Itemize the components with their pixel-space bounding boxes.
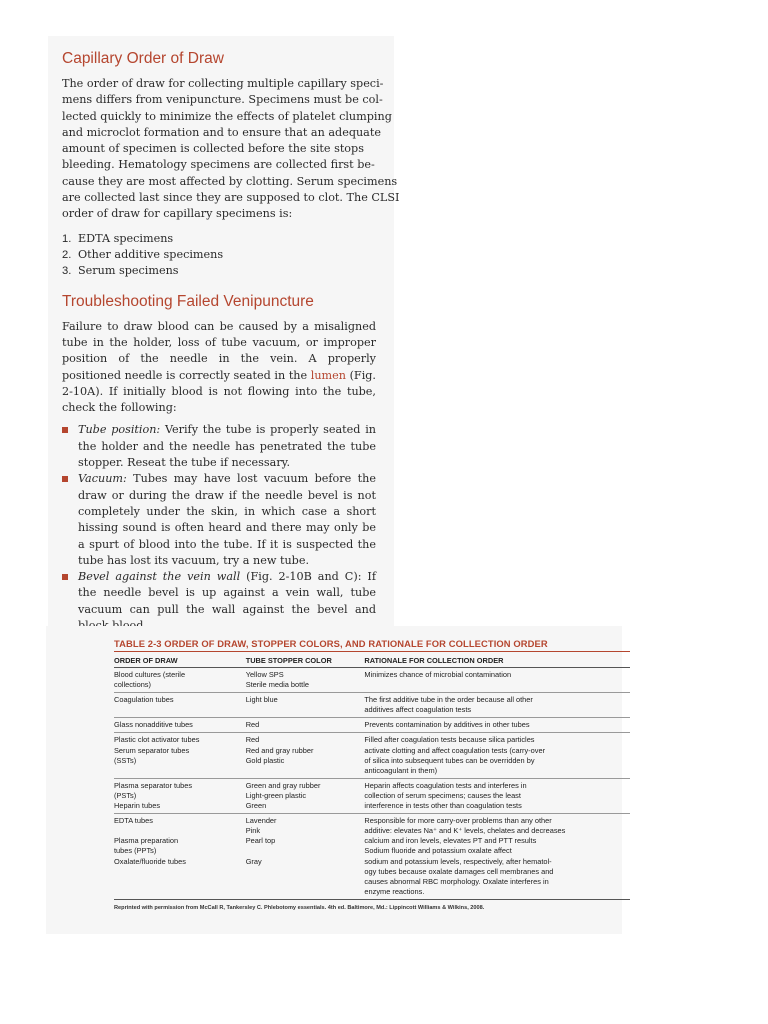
square-bullet-icon xyxy=(62,427,68,433)
cell-line: Pearl top xyxy=(245,836,276,846)
list-number: 1. xyxy=(62,232,72,245)
bullet-item xyxy=(62,569,376,634)
paragraph-line: bleeding. Hematology specimens are collected first be- xyxy=(62,158,375,172)
heading-troubleshooting: Troubleshooting Failed Venipuncture xyxy=(62,292,314,310)
table-cell xyxy=(114,668,246,693)
table-cell xyxy=(114,814,246,900)
table-cell xyxy=(364,778,630,813)
table-cell xyxy=(364,693,630,718)
cell-line: Plasma separator tubes xyxy=(114,780,193,790)
cell-line: Coagulation tubes xyxy=(114,695,174,705)
cell-line: anticoagulant in them) xyxy=(364,765,438,775)
cell-line: Gold plastic xyxy=(245,755,285,765)
table-row xyxy=(114,693,630,718)
cell-line: Lavender xyxy=(245,816,277,826)
table-row xyxy=(114,814,630,900)
cell-line: Green xyxy=(245,801,267,811)
paragraph-line: are collected last since they are supposed to clot. The CLSI xyxy=(62,191,400,205)
cell-line: Yellow SPS xyxy=(245,670,284,679)
table-cell xyxy=(114,733,246,778)
lumen-link[interactable]: lumen xyxy=(310,368,346,382)
text-column xyxy=(62,40,400,634)
order-of-draw-table xyxy=(114,638,630,911)
bullet-lead: Bevel against the vein wall xyxy=(78,570,241,584)
cell-line: The first additive tube in the order because all other xyxy=(364,695,533,705)
list-text: Serum specimens xyxy=(78,263,179,277)
bullet-text: Tubes may have lost vacuum before the draw or during the draw if the needle bevel is not completely under the skin, in which case a short hissing sound is often heard and there may only be a spurt of blood into the tube. If it is suspected the tube has lost its vacuum, try a new tube. xyxy=(78,472,376,567)
heading-capillary-order: Capillary Order of Draw xyxy=(62,50,224,67)
cell-line: activate clotting and affect coagulation tests (carry-over xyxy=(364,745,546,755)
cell-line: Serum separator tubes xyxy=(114,745,190,755)
list-text: Other additive specimens xyxy=(78,247,224,261)
bullet-text: (Fig. 2-10B and C): If the needle bevel is up against a vein wall, tube vacuum can pull the wall against the bevel and xyxy=(78,570,376,616)
list-number: 2. xyxy=(62,248,72,261)
cell-line: Light-green plastic xyxy=(245,790,307,800)
table-row xyxy=(114,668,630,693)
table-cell xyxy=(246,814,365,900)
paragraph-line: cause they are most affected by clotting. Serum specimens xyxy=(62,174,398,188)
table-header-row xyxy=(114,652,630,668)
bullet-item xyxy=(62,422,376,471)
cell-line: Plasma preparation xyxy=(114,836,179,846)
cell-line: tubes (PPTs) xyxy=(114,846,157,856)
bullet-lead: Vacuum: xyxy=(78,472,127,486)
cell-line: Sodium fluoride and potassium oxalate affect xyxy=(364,846,512,856)
column-header: TUBE STOPPER COLOR xyxy=(246,652,365,668)
column-header: RATIONALE FOR COLLECTION ORDER xyxy=(364,652,630,668)
paragraph-line: order of draw for capillary specimens is: xyxy=(62,207,293,221)
cell-line: Light blue xyxy=(245,695,278,705)
paragraph-line: mens differs from venipuncture. Specimens must be col- xyxy=(62,93,383,107)
cell-line: Red and gray rubber xyxy=(245,745,314,755)
table-cell xyxy=(114,693,246,718)
list-item xyxy=(62,247,376,263)
cell-line: additives affect coagulation tests xyxy=(364,705,472,715)
list-item xyxy=(62,231,376,247)
table-cell xyxy=(246,718,365,733)
bullet-item xyxy=(62,471,376,569)
cell-line: Heparin affects coagulation tests and interferes in xyxy=(364,780,527,790)
cell-line: additive: elevates Na⁺ and K⁺ levels, chelates and decreases xyxy=(364,826,566,836)
cell-line: Responsible for more carry-over problems than any other xyxy=(364,816,552,826)
cell-line: sodium and potassium levels, respectively, after hematol- xyxy=(364,856,552,866)
cell-line: Green and gray rubber xyxy=(245,780,321,790)
intro-text: Failure to draw blood can be caused by a misaligned tube in the holder, loss of tube vacuum, or improper position of the needle in the vein. A properly positioned needle is correctly seated in the xyxy=(62,319,376,382)
cell-line: interference in tests other than coagulation tests xyxy=(364,801,522,811)
table-cell xyxy=(114,778,246,813)
cell-line: enzyme reactions. xyxy=(364,886,425,896)
table-row xyxy=(114,733,630,778)
cell-line: (PSTs) xyxy=(114,790,137,800)
cell-line: Filled after coagulation tests because silica particles xyxy=(364,735,535,745)
cell-line: ogy tubes because oxalate damages cell membranes and xyxy=(364,866,554,876)
cell-line: Heparin tubes xyxy=(114,801,161,811)
table-cell xyxy=(364,718,630,733)
paragraph-line: lected quickly to minimize the effects of platelet clumping xyxy=(62,109,392,123)
cell-line: causes abnormal RBC morphology. Oxalate interferes in xyxy=(364,876,549,886)
table-row xyxy=(114,718,630,733)
cell-line: (SSTs) xyxy=(114,755,137,765)
table-cell xyxy=(114,718,246,733)
table-cell xyxy=(364,668,630,693)
list-number: 3. xyxy=(62,264,72,277)
table-row xyxy=(114,778,630,813)
capillary-order-list xyxy=(62,231,376,279)
paragraph-line: and microclot formation and to ensure that an adequate xyxy=(62,125,381,139)
intro-text-cont: (Fig. 2-10A). If initially blood is not flowing into the tube, check the following: xyxy=(62,368,376,415)
cell-line: Prevents contamination by additives in other tubes xyxy=(364,720,530,730)
cell-line: Glass nonadditive tubes xyxy=(114,720,193,730)
cell-line: of silica into subsequent tubes can be overridden by xyxy=(364,755,535,765)
bullet-text: Verify the tube is properly seated in the holder and the needle has penetrated the tube stopper. Reseat the tube if necessary. xyxy=(78,423,376,470)
capillary-paragraph xyxy=(62,76,400,223)
cell-line: Red xyxy=(245,720,260,730)
cell-line: collections) xyxy=(114,680,151,690)
table-credit: Reprinted with permission from McCall R, Tankersley C. Phlebotomy essentials. 4th ed. Baltimore, Md.: Lippincott Williams & Wilkins, 2008. xyxy=(114,904,485,911)
column-header: ORDER OF DRAW xyxy=(114,652,246,668)
cell-line: Pink xyxy=(245,826,261,836)
cell-line: Plastic clot activator tubes xyxy=(114,735,200,745)
list-text: EDTA specimens xyxy=(78,231,174,245)
table-cell xyxy=(364,733,630,778)
cell-line: Blood cultures (sterile xyxy=(114,670,186,679)
square-bullet-icon xyxy=(62,574,68,580)
troubleshooting-paragraph xyxy=(62,319,376,417)
cell-line: Sterile media bottle xyxy=(245,680,309,690)
table-cell xyxy=(246,778,365,813)
bullet-lead: Tube position: xyxy=(78,423,161,437)
paragraph-line: The order of draw for collecting multiple capillary speci- xyxy=(62,77,384,90)
table-cell xyxy=(364,814,630,900)
cell-line: Minimizes chance of microbial contamination xyxy=(364,670,512,679)
list-item xyxy=(62,263,376,279)
cell-line xyxy=(246,846,361,856)
table-cell xyxy=(246,693,365,718)
table-cell xyxy=(246,668,365,693)
cell-line: Gray xyxy=(245,856,262,866)
cell-line: calcium and iron levels, elevates PT and PTT results xyxy=(364,836,537,846)
cell-line: Red xyxy=(245,735,260,745)
square-bullet-icon xyxy=(62,476,68,482)
table-grid xyxy=(114,652,630,900)
paragraph-line: amount of specimen is collected before the site stops xyxy=(62,142,364,156)
table-panel xyxy=(46,626,622,934)
table-title: TABLE 2-3 ORDER OF DRAW, STOPPER COLORS, AND RATIONALE FOR COLLECTION ORDER xyxy=(114,638,630,652)
cell-line: EDTA tubes xyxy=(114,816,153,826)
cell-line xyxy=(114,826,242,836)
table-cell xyxy=(246,733,365,778)
troubleshooting-bullets xyxy=(62,422,376,634)
cell-line: Oxalate/fluoride tubes xyxy=(114,856,186,866)
cell-line: collection of serum specimens; causes the least xyxy=(364,790,521,800)
